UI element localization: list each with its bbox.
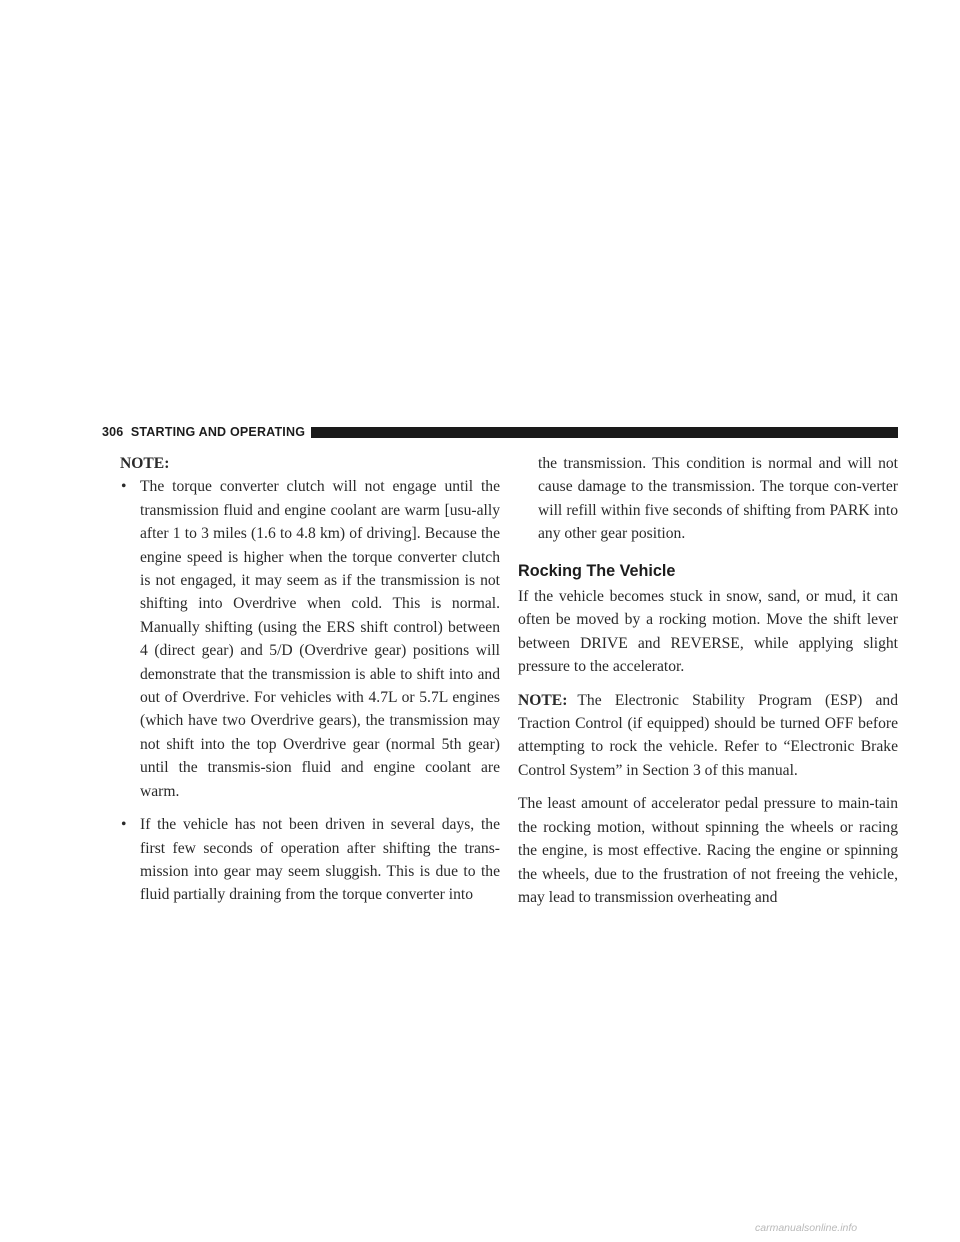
page-header <box>102 422 898 442</box>
paragraph: The least amount of accelerator pedal pressure to main-tain the rocking motion, without spinning the wheels or racing the engine, is most effective. Racing the engine or spinning the wheels, due to the frustration of not freeing the vehicle, may lead to transmission overheating and <box>518 795 898 906</box>
note-label: NOTE: <box>120 455 170 472</box>
bullet-item <box>120 475 500 803</box>
header-rule <box>311 427 898 438</box>
bullet-text: If the vehicle has not been driven in several days, the first few seconds of operation after shifting the trans-mission into gear may seem sluggish. This is due to the fluid partially draining from the torque converter into <box>140 816 500 904</box>
bullet-icon: • <box>121 478 127 496</box>
section-title: STARTING AND OPERATING <box>130 425 306 439</box>
page-number: 306 <box>102 425 124 439</box>
watermark: carmanualsonline.info <box>755 1222 858 1234</box>
right-column <box>518 452 898 919</box>
bullet-text: The torque converter clutch will not engage until the transmission fluid and engine coolant are warm [usu-ally after 1 to 3 miles (1.6 to 4.8 km) of driving]. Because the engine speed is higher when the torque converter clutch is not engaged, it may seem as if the transmission is not shifting into Overdrive when cold. This is normal. Manually shifting (using the ERS shift control) between 4 (direct gear) and 5/D (Overdrive gear) positions will demonstrate that the transmission is able to shift into and out of Overdrive. For vehicles with 4.7L or 5.7L engines (which have two Overdrive gears), the transmission may not shift into the top Overdrive gear (normal 5th gear) until the transmis-sion fluid and engine coolant are warm. <box>140 478 500 800</box>
paragraph: If the vehicle becomes stuck in snow, sand, or mud, it can often be moved by a rocking motion. Move the shift lever between DRIVE and REVERSE, while applying slight pressure to the accelerator. <box>518 588 898 676</box>
note-label: NOTE: <box>518 691 568 709</box>
bullet-icon: • <box>121 816 127 834</box>
section-heading: Rocking The Vehicle <box>518 561 676 580</box>
page-number-and-section <box>102 425 305 439</box>
left-column <box>120 452 500 907</box>
note-text: The Electronic Stability Program (ESP) and Traction Control (if equipped) should be turned OFF before attempting to rock the vehicle. Refer to “Electronic Brake Control System” in Section 3 of this manual. <box>518 691 898 779</box>
continuation-text: the transmission. This condition is normal and will not cause damage to the transmission. The torque con-verter will refill within five seconds of shifting from PARK into any other gear position. <box>538 455 898 543</box>
note-paragraph <box>518 689 898 783</box>
bullet-item <box>120 813 500 907</box>
